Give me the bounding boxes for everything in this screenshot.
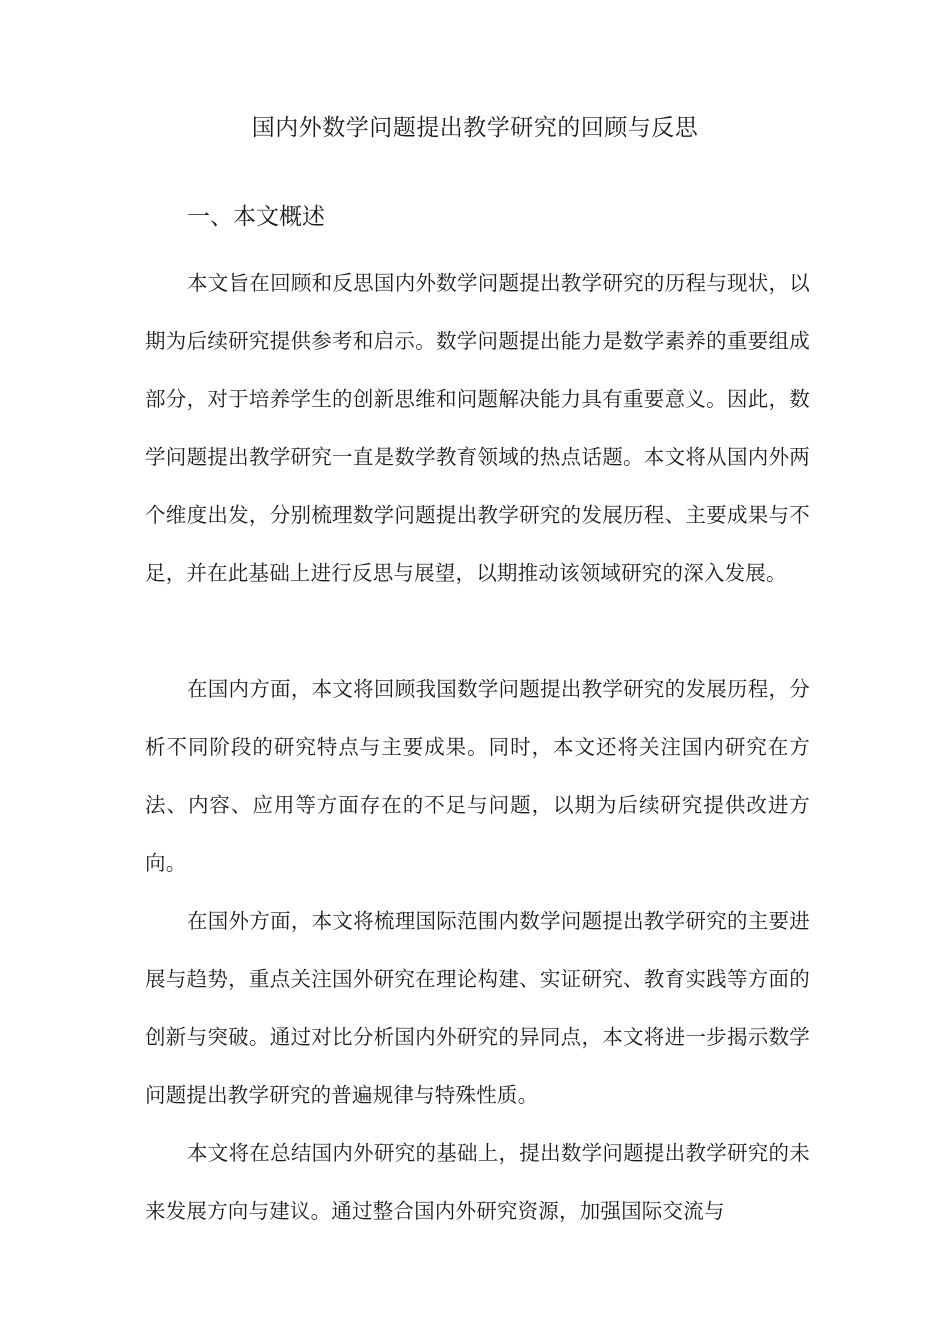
- document-title: 国内外数学问题提出教学研究的回顾与反思: [251, 115, 699, 141]
- paragraph-2: 在国内方面，本文将回顾我国数学问题提出教学研究的发展历程，分析不同阶段的研究特点与主要成果。同时，本文还将关注国内研究在方法、内容、应用等方面存在的不足与问题，以期为后续研究提供改进方向。: [145, 677, 810, 875]
- paragraph-1: 本文旨在回顾和反思国内外数学问题提出教学研究的历程与现状，以期为后续研究提供参考和启示。数学问题提出能力是数学素养的重要组成部分，对于培养学生的创新思维和问题解决能力具有重要意义。因此，数学问题提出教学研究一直是数学教育领域的热点话题。本文将从国内外两个维度出发，分别梳理数学问题提出教学研究的发展历程、主要成果与不足，并在此基础上进行反思与展望，以期推动该领域研究的深入发展。: [145, 271, 810, 585]
- paragraph-4: 本文将在总结国内外研究的基础上，提出数学问题提出教学研究的未来发展方向与建议。通过整合国内外研究资源，加强国际交流与: [145, 1141, 810, 1223]
- paragraph-3: 在国外方面，本文将梳理国际范围内数学问题提出教学研究的主要进展与趋势，重点关注国外研究在理论构建、实证研究、教育实践等方面的创新与突破。通过对比分析国内外研究的异同点，本文将进一步揭示数学问题提出教学研究的普遍规律与特殊性质。: [145, 909, 810, 1107]
- section-heading: 一、本文概述: [187, 204, 325, 230]
